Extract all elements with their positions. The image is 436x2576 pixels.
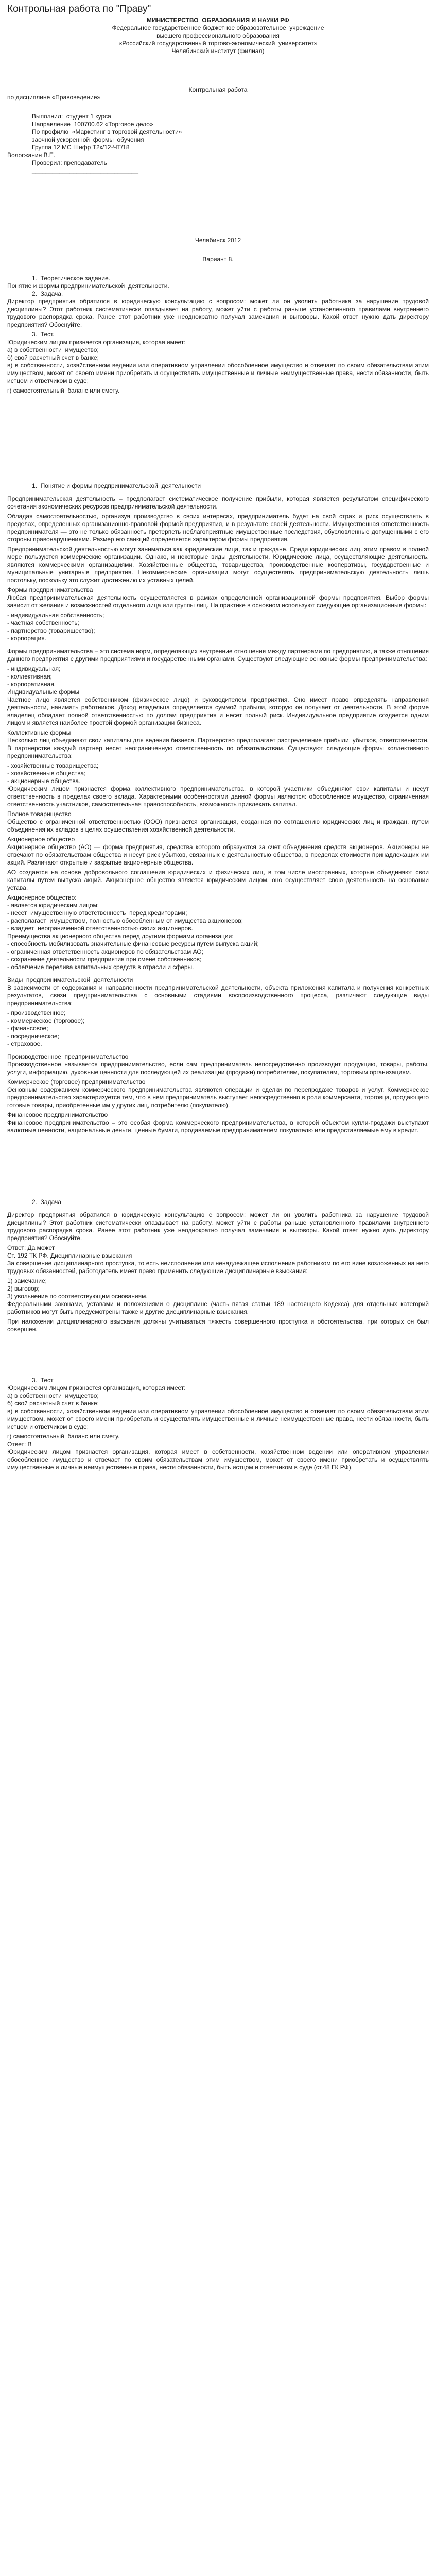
list-item: - коммерческое (торговое); xyxy=(7,1017,85,1024)
list-item: - располагает имуществом, полностью обособленным от имущества акционеров; xyxy=(7,917,243,924)
body-paragraph: Юридическим лицом признается форма коллективного предпринимательства, в которой участники объединяют свои капиталы и несут ответственность в пределах своего вклада. Характерными особенностями данной формы являются: обособленное имущество, ограниченная ответственность участников, самостоятельная правоспособность, возможность привлекать капитал. xyxy=(7,785,429,808)
subheading: Финансовое предпринимательство xyxy=(7,1111,108,1118)
subheading: Полное товарищество xyxy=(7,810,72,818)
test-label: 3. Тест. xyxy=(32,331,55,338)
answer-label: Ответ: Да может xyxy=(7,1244,55,1251)
subject-line: по дисциплине «Правоведение» xyxy=(7,94,101,101)
toc-item: Понятие и формы предпринимательской деятельности. xyxy=(7,282,169,290)
student-line: Группа 12 МС Шифр Т2к/12-ЧТ/18 xyxy=(32,144,130,151)
body-paragraph: Общество с ограниченной ответственностью (ООО) признается организация, созданная по соглашению юридических лиц и граждан, путем объединения их вкладов в целях осуществления хозяйственной деятельности. xyxy=(7,818,429,833)
test-option: б) свой расчетный счет в банке; xyxy=(7,354,99,361)
list-item: - партнерство (товарищество); xyxy=(7,627,95,634)
body-paragraph: Обладая самостоятельностью, организуя производство в своих интересах, предприниматель будет на свой страх и риск осуществлять в пределах, определенных организационно-правовой формой предприятия, и в результате своей деятельности. Имущественная ответственность предпринимателя — это не только обязанность претерпеть неблагоприятные имущественные последствия, обусловленные допущенными с его стороны правонарушениями. Размер его санкций определяется характером формы предприятия. xyxy=(7,513,429,543)
subheading: Виды предпринимательской деятельности xyxy=(7,976,133,984)
agency-line: Челябинский институт (филиал) xyxy=(171,47,265,55)
body-paragraph: Производственное называется предпринимательство, если сам предприниматель непосредственно производит продукцию, товары, работы, услуги, информацию, духовные ценности для последующей их реализации (продажи) потребителям, покупателям, торговым организациям. xyxy=(7,1061,429,1076)
body-paragraph: Основным содержанием коммерческого предпринимательства являются операции и сделки по перепродаже товаров и услуг. Коммерческое предпринимательство характеризуется тем, что в нем предприниматель выступает непосредственно в роли коммерсанта, торговца, продающего готовые товары, приобретенные им у других лиц, потребителю (покупателю). xyxy=(7,1086,429,1109)
body-paragraph: Акционерное общество (АО) — форма предприятия, средства которого образуются за счет объединения средств акционеров. Акционеры не отвечают по обязательствам общества и несут риск убытков, связанных с деятельностью общества, в пределах стоимости принадлежащих им акций. Различают открытые и закрытые акционерные общества. xyxy=(7,843,429,866)
test-option: а) в собственности имущество; xyxy=(7,1392,99,1399)
list-item: - корпорация. xyxy=(7,635,46,642)
list-item: 2) выговор; xyxy=(7,1285,40,1292)
test-option: б) свой расчетный счет в банке; xyxy=(7,1400,99,1407)
signature-line: _______________________________ xyxy=(32,167,138,174)
section-title: 2. Задача xyxy=(32,1198,61,1206)
student-name: Вологжанин В.Е. xyxy=(7,151,56,159)
list-item: - индивидуальная собственность; xyxy=(7,612,104,619)
test-answer: Ответ: В xyxy=(7,1440,32,1448)
student-line: заочной ускоренной формы обучения xyxy=(32,136,144,143)
subheading: Коммерческое (торговое) предпринимательство xyxy=(7,1078,146,1086)
section-task xyxy=(7,1198,429,1333)
test-question: Юридическим лицом признается организация, которая имеет: xyxy=(7,1384,186,1392)
list-item: 1) замечание; xyxy=(7,1277,47,1284)
agency-line: высшего профессионального образования xyxy=(156,32,280,39)
test-option: г) самостоятельный баланс или смету. xyxy=(7,1433,120,1440)
subheading: Акционерное общество xyxy=(7,836,75,843)
test-option: в) в собственности, хозяйственном ведении или оперативном управлении обособленное имущество и отвечает по своим обязательствам этим имуществом, может от своего имени приобретать и осуществлять имущественные и личные неимущественные права, нести обязанности, быть истцом и ответчиком в суде; xyxy=(7,1408,429,1430)
list-item: - финансовое; xyxy=(7,1025,48,1032)
subheading: Акционерное общество: xyxy=(7,894,77,901)
student-line: Направление 100700.62 «Торговое дело» xyxy=(32,121,153,128)
subheading: Производственное предпринимательство xyxy=(7,1053,129,1060)
agency-line: «Российский государственный торгово-экономический университет» xyxy=(118,40,318,47)
list-item: - способность мобилизовать значительные финансовые ресурсы путем выпуска акций; xyxy=(7,940,259,947)
city-year: Челябинск 2012 xyxy=(195,236,241,244)
list-item: - несет имущественную ответственность перед кредиторами; xyxy=(7,909,187,917)
list-item: - владеет неограниченной ответственностью своих акционеров. xyxy=(7,925,193,932)
title-page xyxy=(7,16,429,395)
subheading: Коллективные формы xyxy=(7,729,71,736)
student-line: По профилю «Маркетинг в торговой деятельности» xyxy=(32,128,182,135)
body-paragraph: АО создается на основе добровольного соглашения юридических и физических лиц, в том числе иностранных, которые объединяют свои капиталы путем выпуска акций. Акционерное общество является юридическим лицом, оно осуществляет свою деятельность на основании устава. xyxy=(7,869,429,891)
list-item: - является юридическим лицом; xyxy=(7,902,99,909)
variant-label: Вариант 8. xyxy=(202,256,234,263)
list-item: - ограниченная ответственность акционеров по обязательствам АО; xyxy=(7,948,203,955)
list-item: - хозяйственные товарищества; xyxy=(7,762,99,769)
list-item: - акционерные общества. xyxy=(7,777,81,785)
document-title: Контрольная работа по "Праву" xyxy=(7,4,151,14)
list-item: - производственное; xyxy=(7,1009,66,1016)
body-paragraph: Предпринимательской деятельностью могут заниматься как юридические лица, так и граждане. Среди юридических лиц, этим правом в полной мере пользуются коммерческие организации. Однако, и некоторые виды деятельности. Юридические лица, осуществляющие деятельность, являются коммерческими организациями. Хозяйственные общества, товарищества, производственные кооперативы, государственные и муниципальные унитарные предприятия. Некоммерческие организации могут осуществлять предпринимательскую деятельность лишь постольку, поскольку это служит достижению их уставных целей. xyxy=(7,546,429,584)
test-option: в) в собственности, хозяйственном ведении или оперативном управлении обособленное имущество и отвечает по своим обязательствам этим имуществом, может от своего имени приобретать и осуществлять имущественные и личные неимущественные права, нести обязанности, быть истцом и ответчиком в суде; xyxy=(7,362,429,384)
work-type: Контрольная работа xyxy=(188,86,248,93)
subheading: Индивидуальные формы xyxy=(7,688,80,696)
body-paragraph: Несколько лиц объединяют свои капиталы для ведения бизнеса. Партнерство предполагает распределение прибыли, убытков, ответственности. В партнерстве каждый партнер несет неограниченную ответственность по обязательствам. Существуют следующие формы коллективного предпринимательства: xyxy=(7,737,429,759)
body-paragraph: За совершение дисциплинарного проступка, то есть неисполнение или ненадлежащее исполнение работником по его вине возложенных на него трудовых обязанностей, работодатель имеет право применить следующие дисциплинарные взыскания: xyxy=(7,1260,429,1275)
body-paragraph: При наложении дисциплинарного взыскания должны учитываться тяжесть совершенного проступка и обстоятельства, при которых он был совершен. xyxy=(7,1318,429,1333)
body-paragraph: Федеральными законами, уставами и положениями о дисциплине (часть пятая статьи 189 настоящего Кодекса) для отдельных категорий работников могут быть предусмотрены также и другие дисциплинарные взыскания. xyxy=(7,1300,429,1315)
task-text: Директор предприятия обратился в юридическую консультацию с вопросом: может ли он уволить работника за нарушение трудовой дисциплины? Этот работник систематически опаздывает на работу, может уйти с работы раньше установленного правилами внутреннего трудового распорядка срока. Ранее этот работник уже неоднократно получал замечания и выговоры. Какой ответ нужно дать директору предприятия? Обоснуйте. xyxy=(7,1211,429,1242)
list-item: - страховое. xyxy=(7,1040,42,1047)
section-theory xyxy=(7,482,429,1134)
subheading: Формы предпринимательства xyxy=(7,586,93,594)
body-paragraph: Частное лицо является собственником (физическое лицо) и руководителем предприятия. Оно имеет право определять направления деятельности, нанимать работников. Доход владельца определяется суммой прибыли, которую он получает от деятельности. В этой форме владелец обладает полной ответственностью по долгам предприятия и несет полный риск. Индивидуальное предприятие создается одним лицом и является наиболее простой формой организации бизнеса. xyxy=(7,696,429,726)
list-item: - хозяйственные общества; xyxy=(7,770,86,777)
section-title: 1. Понятие и формы предпринимательской деятельности xyxy=(32,482,201,489)
test-option: г) самостоятельный баланс или смету. xyxy=(7,387,120,394)
task-text: Директор предприятия обратился в юридическую консультацию с вопросом: может ли он уволить работника за нарушение трудовой дисциплины? Этот работник систематически опаздывает на работу, может уйти с работы раньше установленного правилами внутреннего трудового распорядка срока. Ранее этот работник уже неоднократно получал замечания и выговоры. Какой ответ нужно дать директору предприятия? Обоснуйте. xyxy=(7,298,429,328)
body-paragraph: В зависимости от содержания и направленности предпринимательской деятельности, объекта приложения капитала и получения конкретных результатов, связи предпринимательства с основными стадиями воспроизводственного процесса, различают следующие виды предпринимательства: xyxy=(7,984,429,1007)
section-test xyxy=(7,1377,429,1471)
body-paragraph: Финансовое предпринимательство – это особая форма коммерческого предпринимательства, в которой объектом купли-продажи выступают валютные ценности, национальные деньги, ценные бумаги, продаваемые предпринимателем покупателю или предоставляемые ему в кредит. xyxy=(7,1119,429,1134)
ministry-line: МИНИСТЕРСТВО ОБРАЗОВАНИЯ И НАУКИ РФ xyxy=(146,16,290,24)
student-line: Выполнил: студент 1 курса xyxy=(32,113,111,120)
body-paragraph: Предпринимательская деятельность – предполагает систематическое получение прибыли, которая является результатом специфического сочетания экономических ресурсов предпринимательской деятельности. xyxy=(7,495,429,510)
body-paragraph: Формы предпринимательства – это система норм, определяющих внутренние отношения между партнерами по предприятию, а также отношения данного предприятия с другими предприятиями и государственными органами. Существуют следующие основные формы предпринимательства: xyxy=(7,648,429,663)
list-item: - корпоративная. xyxy=(7,681,56,688)
section-title: 3. Тест xyxy=(32,1377,54,1384)
law-article: Ст. 192 ТК РФ. Дисциплинарные взыскания xyxy=(7,1252,132,1259)
body-paragraph: Любая предпринимательская деятельность осуществляется в рамках определенной организационной формы предприятия. Выбор формы зависит от желания и возможностей отдельного лица или группы лиц. На практике в основном используют следующие организационные формы: xyxy=(7,594,429,609)
test-question: Юридическим лицом признается организация, которая имеет: xyxy=(7,338,186,346)
list-item: - облегчение перелива капитальных средств в отрасли и сферы. xyxy=(7,963,194,971)
reviewer-line: Проверил: преподаватель xyxy=(32,159,107,166)
toc-item: 1. Теоретическое задание. xyxy=(32,275,111,282)
agency-line: Федеральное государственное бюджетное образовательное учреждение xyxy=(112,24,324,31)
toc-item: 2. Задача. xyxy=(32,290,63,297)
list-item: - коллективная; xyxy=(7,673,52,680)
list-item: - сохранение деятельности предприятия при смене собственников; xyxy=(7,956,202,963)
list-item: 3) увольнение по соответствующим основаниям. xyxy=(7,1293,148,1300)
list-item: - индивидуальная; xyxy=(7,665,61,672)
list-item: - частная собственность; xyxy=(7,619,79,626)
list-item: - посредническое; xyxy=(7,1032,59,1040)
body-paragraph: Юридическим лицом признается организация, которая имеет в собственности, хозяйственном ведении или оперативном управлении обособленное имущество и отвечает по своим обязательствам этим имуществом, может от своего имени приобретать и осуществлять имущественные и личные неимущественные права, нести обязанности, быть истцом и ответчиком в суде (ст.48 ГК РФ). xyxy=(7,1448,429,1471)
subheading: Преимущества акционерного общества перед другими формами организации: xyxy=(7,933,234,940)
test-option: а) в собственности имущество; xyxy=(7,346,99,353)
